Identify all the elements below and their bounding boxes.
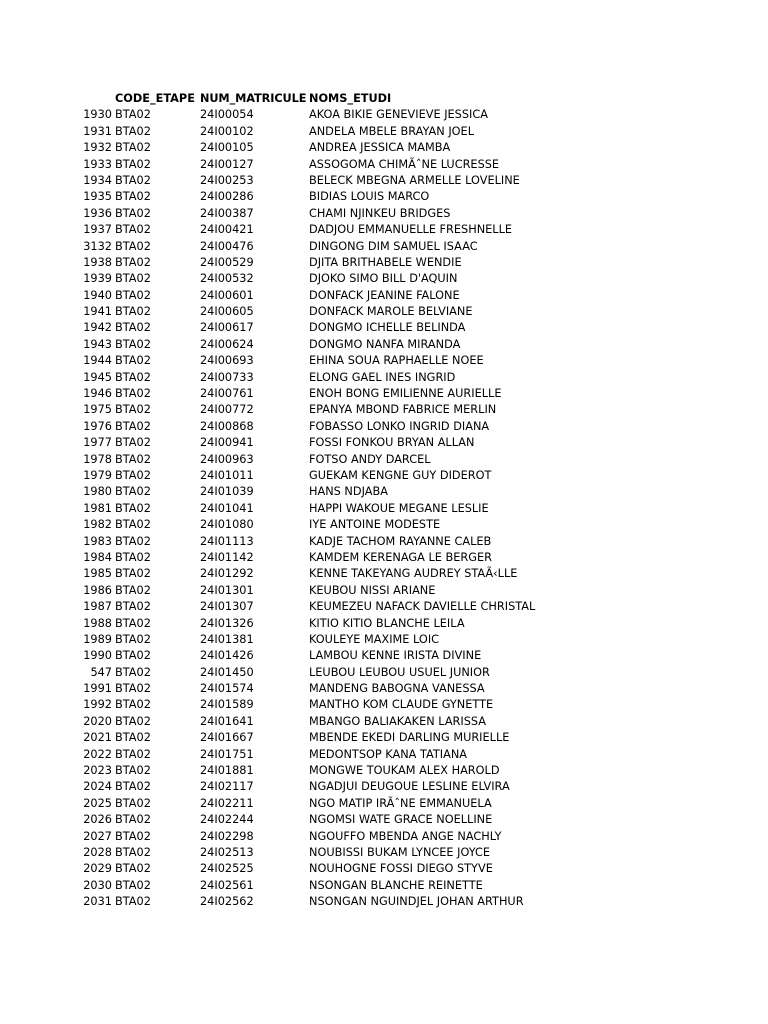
code-etape-cell: BTA02 [115,452,151,466]
table-row [0,452,768,468]
code-etape-cell: BTA02 [115,682,151,696]
code-etape-cell: BTA02 [115,764,151,778]
table-row [0,632,768,648]
student-name-cell: NGO MATIP IRÃˆNE EMMANUELA [309,796,492,810]
row-id-cell: 1976 [83,419,112,433]
table-row [0,878,768,894]
num-matricule-cell: 24I02211 [200,796,254,810]
row-id-cell: 1940 [83,288,112,302]
num-matricule-cell: 24I01326 [200,616,254,630]
num-matricule-cell: 24I00253 [200,173,254,187]
code-etape-cell: BTA02 [115,305,151,319]
num-matricule-cell: 24I01574 [200,682,254,696]
code-etape-cell: BTA02 [115,796,151,810]
student-name-cell: DINGONG DIM SAMUEL ISAAC [309,239,478,253]
row-id-cell: 1986 [83,583,112,597]
code-etape-cell: BTA02 [115,403,151,417]
row-id-cell: 1937 [83,223,112,237]
row-id-cell: 1931 [83,124,112,138]
student-name-cell: AKOA BIKIE GENEVIEVE JESSICA [309,108,488,122]
table-row [0,386,768,402]
num-matricule-cell: 24I00624 [200,337,254,351]
student-name-cell: FOBASSO LONKO INGRID DIANA [309,419,490,433]
num-matricule-cell: 24I01113 [200,534,254,548]
table-row [0,173,768,189]
code-etape-cell: BTA02 [115,616,151,630]
code-etape-cell: BTA02 [115,632,151,646]
row-id-cell: 2029 [83,862,112,876]
num-matricule-cell: 24I02298 [200,829,254,843]
code-etape-cell: BTA02 [115,665,151,679]
num-matricule-cell: 24I00733 [200,370,254,384]
student-name-cell: NGOMSI WATE GRACE NOELLINE [309,813,493,827]
num-matricule-cell: 24I00868 [200,419,254,433]
num-matricule-cell: 24I00963 [200,452,254,466]
table-row [0,124,768,140]
student-name-cell: MBANGO BALIAKAKEN LARISSA [309,714,487,728]
num-matricule-cell: 24I00532 [200,272,254,286]
num-matricule-cell: 24I01667 [200,731,254,745]
table-row [0,435,768,451]
student-name-cell: ELONG GAEL INES INGRID [309,370,456,384]
code-etape-cell: BTA02 [115,878,151,892]
student-name-cell: BIDIAS LOUIS MARCO [309,190,430,204]
student-name-cell: EHINA SOUA RAPHAELLE NOEE [309,354,484,368]
student-name-cell: DADJOU EMMANUELLE FRESHNELLE [309,223,513,237]
student-name-cell: LAMBOU KENNE IRISTA DIVINE [309,649,482,663]
row-id-cell: 3132 [83,239,112,253]
code-etape-cell: BTA02 [115,223,151,237]
table-row [0,157,768,173]
student-name-cell: NOUHOGNE FOSSI DIEGO STYVE [309,862,493,876]
row-id-cell: 1936 [83,206,112,220]
student-name-cell: DONFACK MAROLE BELVIANE [309,305,473,319]
student-name-cell: DJOKO SIMO BILL D'AQUIN [309,272,458,286]
code-etape-cell: BTA02 [115,157,151,171]
table-row [0,189,768,205]
code-etape-cell: BTA02 [115,288,151,302]
table-row [0,845,768,861]
num-matricule-cell: 24I00761 [200,387,254,401]
table-row [0,763,768,779]
student-name-cell: DONGMO ICHELLE BELINDA [309,321,466,335]
table-row [0,534,768,550]
row-id-cell: 1980 [83,485,112,499]
row-id-cell: 1945 [83,370,112,384]
table-row [0,681,768,697]
code-etape-cell: BTA02 [115,731,151,745]
table-row [0,697,768,713]
table-row [0,419,768,435]
table-row [0,517,768,533]
num-matricule-cell: 24I00286 [200,190,254,204]
code-etape-cell: BTA02 [115,272,151,286]
num-matricule-cell: 24I00772 [200,403,254,417]
table-row [0,468,768,484]
student-name-cell: KOULEYE MAXIME LOIC [309,632,440,646]
table-body [0,107,768,910]
table-row [0,501,768,517]
num-matricule-cell: 24I00105 [200,141,254,155]
table-row [0,206,768,222]
code-etape-cell: BTA02 [115,845,151,859]
row-id-cell: 2028 [83,845,112,859]
student-list-table [0,91,768,911]
row-id-cell: 1977 [83,436,112,450]
row-id-cell: 2020 [83,714,112,728]
student-name-cell: IYE ANTOINE MODESTE [309,518,441,532]
row-id-cell: 1941 [83,305,112,319]
table-row [0,222,768,238]
num-matricule-cell: 24I01307 [200,600,254,614]
table-row [0,665,768,681]
num-matricule-cell: 24I01080 [200,518,254,532]
student-name-cell: MONGWE TOUKAM ALEX HAROLD [309,764,500,778]
code-etape-cell: BTA02 [115,337,151,351]
code-etape-cell: BTA02 [115,501,151,515]
row-id-cell: 1984 [83,550,112,564]
table-header-row [0,91,768,107]
table-row [0,271,768,287]
num-matricule-cell: 24I00102 [200,124,254,138]
code-etape-cell: BTA02 [115,436,151,450]
student-name-cell: NSONGAN NGUINDJEL JOHAN ARTHUR [309,895,524,909]
table-row [0,648,768,664]
row-id-cell: 2024 [83,780,112,794]
code-etape-cell: BTA02 [115,534,151,548]
code-etape-cell: BTA02 [115,649,151,663]
student-name-cell: DONGMO NANFA MIRANDA [309,337,461,351]
num-matricule-cell: 24I00605 [200,305,254,319]
code-etape-cell: BTA02 [115,780,151,794]
row-id-cell: 1935 [83,190,112,204]
table-row [0,616,768,632]
num-matricule-cell: 24I00127 [200,157,254,171]
table-row [0,320,768,336]
num-matricule-cell: 24I01381 [200,632,254,646]
row-id-cell: 1989 [83,632,112,646]
row-id-cell: 1985 [83,567,112,581]
student-name-cell: CHAMI NJINKEU BRIDGES [309,206,451,220]
table-row [0,107,768,123]
row-id-cell: 2022 [83,747,112,761]
code-etape-cell: BTA02 [115,747,151,761]
student-name-cell: EPANYA MBOND FABRICE MERLIN [309,403,497,417]
table-row [0,747,768,763]
header-num-matricule: NUM_MATRICULE [200,92,307,105]
row-id-cell: 1992 [83,698,112,712]
student-name-cell: LEUBOU LEUBOU USUEL JUNIOR [309,665,490,679]
row-id-cell: 1982 [83,518,112,532]
table-row [0,484,768,500]
num-matricule-cell: 24I01641 [200,714,254,728]
student-name-cell: KEUBOU NISSI ARIANE [309,583,436,597]
row-id-cell: 2023 [83,764,112,778]
num-matricule-cell: 24I01142 [200,550,254,564]
row-id-cell: 1944 [83,354,112,368]
table-row [0,779,768,795]
num-matricule-cell: 24I00529 [200,255,254,269]
header-noms-etudi: NOMS_ETUDI [309,92,392,105]
student-name-cell: HANS NDJABA [309,485,388,499]
table-row [0,730,768,746]
student-name-cell: KEUMEZEU NAFACK DAVIELLE CHRISTAL [309,600,536,614]
student-name-cell: NSONGAN BLANCHE REINETTE [309,878,483,892]
student-name-cell: MANDENG BABOGNA VANESSA [309,682,485,696]
table-row [0,796,768,812]
num-matricule-cell: 24I01426 [200,649,254,663]
num-matricule-cell: 24I02117 [200,780,254,794]
code-etape-cell: BTA02 [115,550,151,564]
num-matricule-cell: 24I01011 [200,468,254,482]
row-id-cell: 1988 [83,616,112,630]
num-matricule-cell: 24I00941 [200,436,254,450]
row-id-cell: 1942 [83,321,112,335]
num-matricule-cell: 24I01751 [200,747,254,761]
code-etape-cell: BTA02 [115,321,151,335]
table-row [0,140,768,156]
code-etape-cell: BTA02 [115,698,151,712]
code-etape-cell: BTA02 [115,468,151,482]
row-id-cell: 1938 [83,255,112,269]
row-id-cell: 2025 [83,796,112,810]
row-id-cell: 2027 [83,829,112,843]
table-row [0,894,768,910]
student-name-cell: ENOH BONG EMILIENNE AURIELLE [309,387,502,401]
code-etape-cell: BTA02 [115,387,151,401]
row-id-cell: 1979 [83,468,112,482]
student-name-cell: FOSSI FONKOU BRYAN ALLAN [309,436,475,450]
student-name-cell: ANDELA MBELE BRAYAN JOEL [309,124,474,138]
row-id-cell: 547 [90,665,112,679]
num-matricule-cell: 24I02561 [200,878,254,892]
student-name-cell: MEDONTSOP KANA TATIANA [309,747,468,761]
num-matricule-cell: 24I01301 [200,583,254,597]
code-etape-cell: BTA02 [115,829,151,843]
table-row [0,812,768,828]
num-matricule-cell: 24I00421 [200,223,254,237]
num-matricule-cell: 24I02525 [200,862,254,876]
code-etape-cell: BTA02 [115,173,151,187]
code-etape-cell: BTA02 [115,354,151,368]
student-name-cell: NGOUFFO MBENDA ANGE NACHLY [309,829,502,843]
row-id-cell: 1983 [83,534,112,548]
table-row [0,402,768,418]
row-id-cell: 1932 [83,141,112,155]
code-etape-cell: BTA02 [115,206,151,220]
code-etape-cell: BTA02 [115,714,151,728]
student-name-cell: MBENDE EKEDI DARLING MURIELLE [309,731,510,745]
row-id-cell: 1981 [83,501,112,515]
row-id-cell: 2026 [83,813,112,827]
code-etape-cell: BTA02 [115,141,151,155]
code-etape-cell: BTA02 [115,583,151,597]
code-etape-cell: BTA02 [115,255,151,269]
num-matricule-cell: 24I00476 [200,239,254,253]
student-name-cell: DONFACK JEANINE FALONE [309,288,460,302]
table-row [0,599,768,615]
code-etape-cell: BTA02 [115,600,151,614]
num-matricule-cell: 24I00693 [200,354,254,368]
num-matricule-cell: 24I02562 [200,895,254,909]
num-matricule-cell: 24I02513 [200,845,254,859]
student-name-cell: NGADJUI DEUGOUE LESLINE ELVIRA [309,780,510,794]
table-row [0,550,768,566]
num-matricule-cell: 24I00617 [200,321,254,335]
student-name-cell: GUEKAM KENGNE GUY DIDEROT [309,468,492,482]
student-name-cell: DJITA BRITHABELE WENDIE [309,255,462,269]
code-etape-cell: BTA02 [115,485,151,499]
code-etape-cell: BTA02 [115,813,151,827]
row-id-cell: 2031 [83,895,112,909]
table-row [0,829,768,845]
code-etape-cell: BTA02 [115,862,151,876]
table-row [0,861,768,877]
code-etape-cell: BTA02 [115,370,151,384]
num-matricule-cell: 24I01589 [200,698,254,712]
student-name-cell: KADJE TACHOM RAYANNE CALEB [309,534,492,548]
code-etape-cell: BTA02 [115,419,151,433]
num-matricule-cell: 24I00387 [200,206,254,220]
row-id-cell: 1975 [83,403,112,417]
student-name-cell: KENNE TAKEYANG AUDREY STAÃ‹LLE [309,567,518,581]
student-name-cell: KAMDEM KERENAGA LE BERGER [309,550,492,564]
num-matricule-cell: 24I01881 [200,764,254,778]
code-etape-cell: BTA02 [115,124,151,138]
student-name-cell: MANTHO KOM CLAUDE GYNETTE [309,698,494,712]
row-id-cell: 1978 [83,452,112,466]
num-matricule-cell: 24I01292 [200,567,254,581]
row-id-cell: 1987 [83,600,112,614]
student-name-cell: ASSOGOMA CHIMÃˆNE LUCRESSE [309,157,500,171]
row-id-cell: 1990 [83,649,112,663]
table-row [0,304,768,320]
num-matricule-cell: 24I01450 [200,665,254,679]
num-matricule-cell: 24I01041 [200,501,254,515]
table-row [0,239,768,255]
table-row [0,288,768,304]
row-id-cell: 1939 [83,272,112,286]
row-id-cell: 2030 [83,878,112,892]
num-matricule-cell: 24I00054 [200,108,254,122]
row-id-cell: 1933 [83,157,112,171]
student-name-cell: FOTSO ANDY DARCEL [309,452,431,466]
row-id-cell: 1943 [83,337,112,351]
table-row [0,370,768,386]
num-matricule-cell: 24I02244 [200,813,254,827]
row-id-cell: 2021 [83,731,112,745]
student-name-cell: HAPPI WAKOUE MEGANE LESLIE [309,501,489,515]
code-etape-cell: BTA02 [115,518,151,532]
num-matricule-cell: 24I01039 [200,485,254,499]
table-row [0,255,768,271]
header-code-etape: CODE_ETAPE [115,92,195,105]
code-etape-cell: BTA02 [115,895,151,909]
row-id-cell: 1930 [83,108,112,122]
table-row [0,337,768,353]
row-id-cell: 1934 [83,173,112,187]
code-etape-cell: BTA02 [115,239,151,253]
row-id-cell: 1991 [83,682,112,696]
student-name-cell: NOUBISSI BUKAM LYNCEE JOYCE [309,845,491,859]
row-id-cell: 1946 [83,387,112,401]
table-row [0,583,768,599]
code-etape-cell: BTA02 [115,567,151,581]
student-name-cell: KITIO KITIO BLANCHE LEILA [309,616,465,630]
student-name-cell: ANDREA JESSICA MAMBA [309,141,451,155]
code-etape-cell: BTA02 [115,108,151,122]
table-row [0,714,768,730]
table-row [0,353,768,369]
num-matricule-cell: 24I00601 [200,288,254,302]
student-name-cell: BELECK MBEGNA ARMELLE LOVELINE [309,173,520,187]
table-row [0,566,768,582]
code-etape-cell: BTA02 [115,190,151,204]
